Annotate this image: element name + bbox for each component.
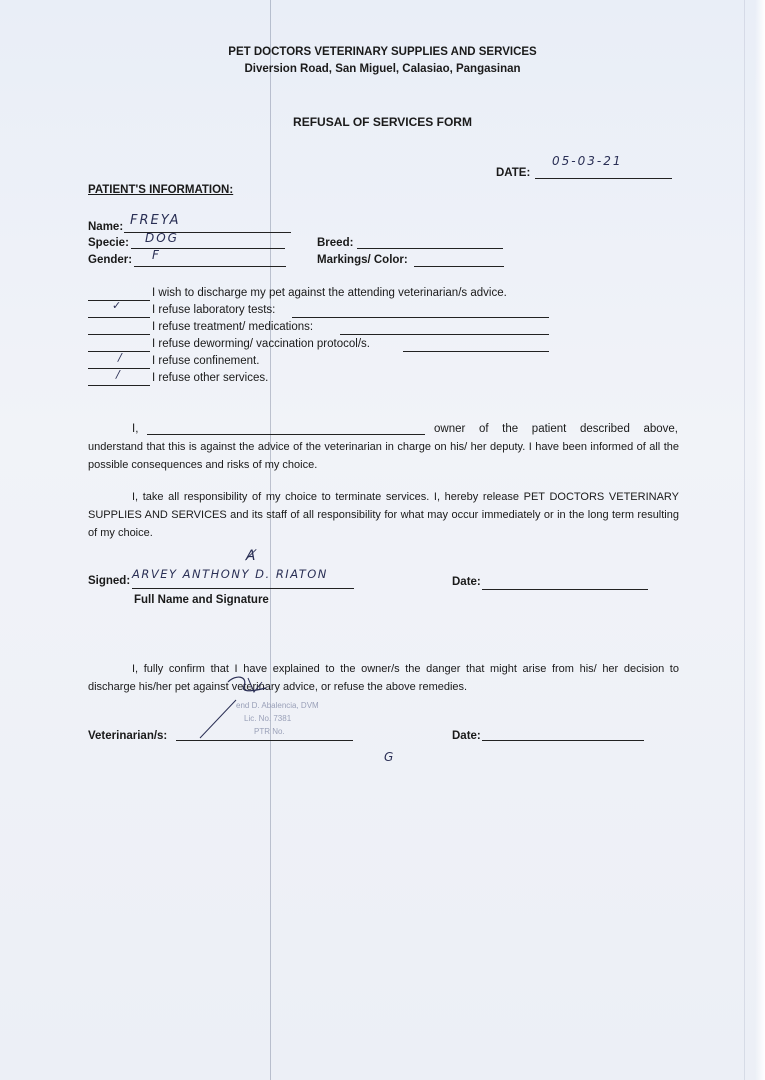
signature-value: ARVEY ANTHONY D. RIATON [132, 567, 328, 581]
checklist-mark: / [116, 368, 122, 381]
statement1-body: understand that this is against the advice of the veterinarian in charge on his/ her deputy. I have been informed of all the possible consequences and risks of my choice. [88, 441, 679, 471]
vet-date-field[interactable] [482, 724, 644, 741]
company-name: PET DOCTORS VETERINARY SUPPLIES AND SERVICES [228, 46, 537, 58]
lab-tests-field[interactable] [292, 302, 549, 318]
signed-date-label: Date: [452, 576, 481, 588]
signed-label: Signed: [88, 575, 131, 587]
owner-name-field[interactable] [147, 419, 425, 435]
signed-date-field[interactable] [482, 573, 648, 590]
name-value: FREYA [130, 213, 181, 228]
patient-section-title: PATIENT'S INFORMATION: [88, 184, 234, 196]
paper-edge [755, 0, 765, 1080]
checklist-item: I refuse laboratory tests: [152, 304, 276, 316]
name-label: Name: [88, 221, 124, 233]
checklist-item: I refuse deworming/ vaccination protocol/s. [152, 338, 370, 350]
markings-field[interactable] [414, 248, 504, 267]
form-title: REFUSAL OF SERVICES FORM [293, 115, 472, 129]
stray-mark: G [384, 750, 396, 764]
date-label: DATE: [496, 167, 531, 179]
checklist-item: I refuse other services. [152, 372, 269, 384]
treatment-field[interactable] [340, 319, 549, 335]
breed-field[interactable] [357, 231, 503, 249]
checklist-mark: / [118, 351, 124, 364]
checklist-item: I wish to discharge my pet against the attending veterinarian/s advice. [152, 287, 507, 299]
checklist-mark: ✓ [112, 299, 124, 312]
breed-label: Breed: [317, 237, 354, 249]
gender-value: F [152, 248, 161, 262]
specie-value: DOG [145, 231, 179, 245]
veterinarian-label: Veterinarian/s: [88, 730, 168, 742]
signature-sublabel: Full Name and Signature [134, 594, 269, 606]
statement2: I, take all responsibility of my choice to terminate services. I, hereby release PET DOCTORS VETERINARY SUPPLIES AND SERVICES and its staff of all responsibility for what may occur immediately or in the long term resulting of my choice. [88, 491, 679, 539]
checklist-blank[interactable] [88, 318, 150, 335]
veterinarian-field[interactable] [176, 724, 353, 741]
paper-crease [744, 0, 745, 1080]
markings-label: Markings/ Color: [317, 254, 408, 266]
vet-stamp-license: Lic. No. 7381 [244, 714, 292, 723]
initial-mark: Ⱥ [246, 548, 258, 564]
deworming-field[interactable] [403, 336, 549, 352]
checklist-item: I refuse confinement. [152, 355, 260, 367]
statement3: I, fully confirm that I have explained to the owner/s the danger that might arise from his/ her decision to discharge his/her pet against veterinary advice, or refuse the above remedies. [88, 663, 679, 693]
statement1-intro: I, [132, 423, 139, 435]
vet-stamp-ptr: PTR No. [254, 727, 285, 736]
gender-label: Gender: [88, 254, 133, 266]
statement1-tail: owner of the patient described above, [434, 423, 678, 435]
date-value: 05-03-21 [552, 154, 623, 168]
company-address: Diversion Road, San Miguel, Calasiao, Pangasinan [244, 63, 521, 75]
checklist-item: I refuse treatment/ medications: [152, 321, 314, 333]
vet-date-label: Date: [452, 730, 481, 742]
vet-stamp-name: end D. Abalencia, DVM [236, 701, 319, 710]
specie-label: Specie: [88, 237, 129, 249]
checklist-blank[interactable] [88, 335, 150, 352]
